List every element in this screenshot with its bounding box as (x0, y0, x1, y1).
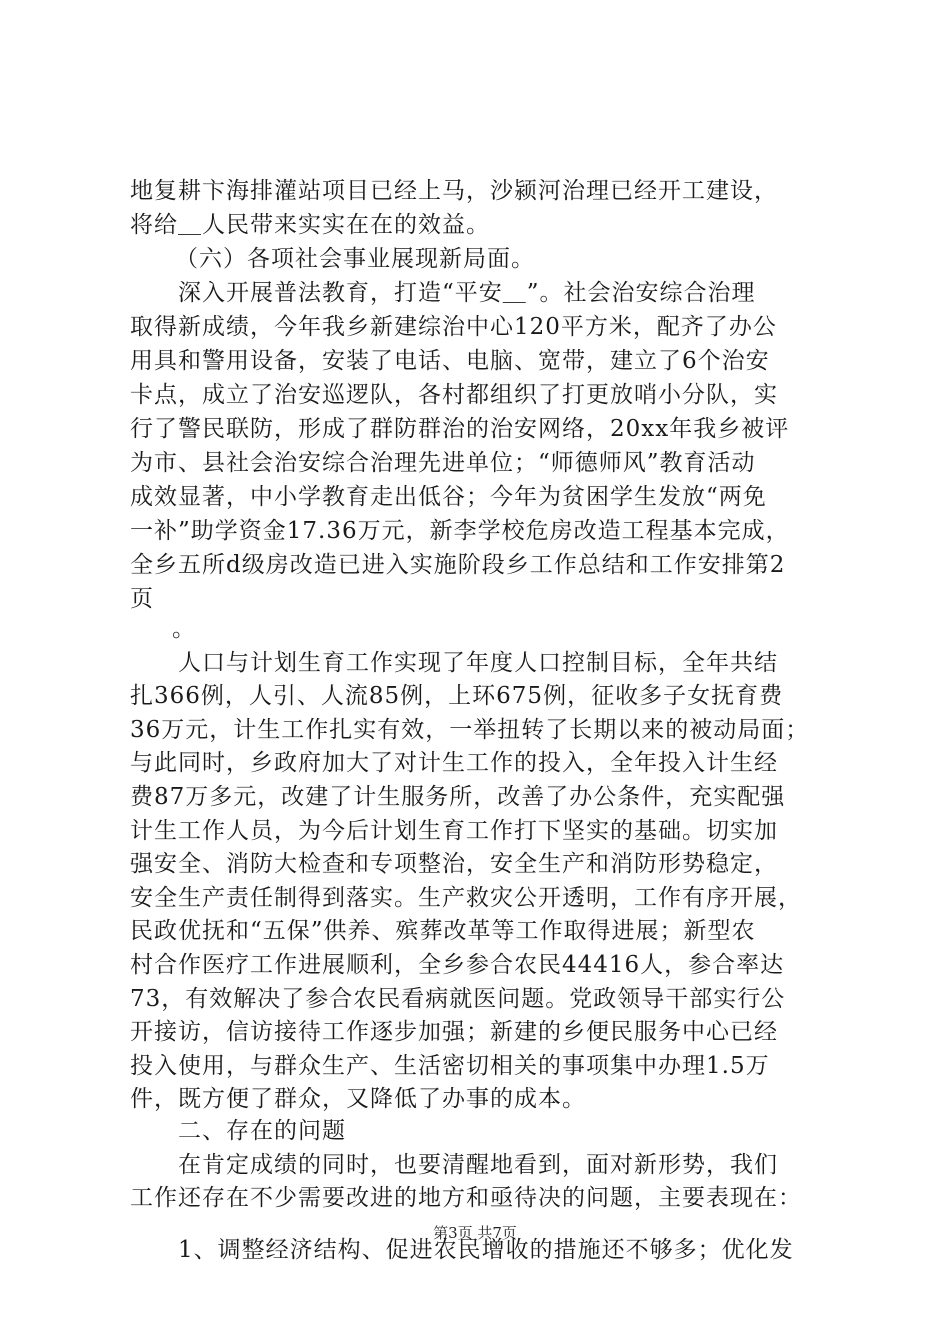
section-heading: （六）各项社会事业展现新局面。 (175, 246, 535, 272)
text-line: 件，既方便了群众，又降低了办事的成本。 (130, 1086, 586, 1113)
text-line: 费87万多元，改建了计生服务所，改善了办公条件，充实配强 (130, 784, 786, 810)
page-footer: 第3页 共7页 (433, 1224, 517, 1242)
section-heading: 二、存在的问题 (178, 1118, 346, 1144)
text-line: 深入开展普法教育，打造“平安＿”。社会治安综合治理 (178, 280, 756, 306)
text-line: 。 (172, 616, 196, 642)
text-line: 行了警民联防，形成了群防群治的治安网络，20xx年我乡被评 (130, 416, 790, 442)
text-line: 地复耕卞海排灌站项目已经上马，沙颍河治理已经开工建设， (130, 178, 778, 204)
text-line: 36万元，计生工作扎实有效，一举扭转了长期以来的被动局面； (130, 716, 810, 743)
text-line: 村合作医疗工作进展顺利，全乡参合农民44416人，参合率达 (130, 952, 785, 978)
text-line: 一补”助学资金17.36万元，新李学校危房改造工程基本完成， (130, 518, 790, 544)
text-line: 将给＿人民带来实实在在的效益。 (130, 212, 490, 238)
text-line: 页 (130, 586, 154, 612)
text-line: 全乡五所d级房改造已进入实施阶段乡工作总结和工作安排第2 (130, 552, 786, 578)
text-line: 人口与计划生育工作实现了年度人口控制目标，全年共结 (178, 649, 778, 676)
text-line: 扎366例，人引、人流85例，上环675例，征收多子女抚育费 (130, 683, 784, 710)
text-line: 开接访，信访接待工作逐步加强；新建的乡便民服务中心已经 (130, 1019, 778, 1046)
text-line: 工作还存在不少需要改进的地方和亟待决的问题，主要表现在： (130, 1185, 802, 1212)
text-line: 与此同时，乡政府加大了对计生工作的投入，全年投入计生经 (130, 750, 778, 777)
text-line: 73，有效解决了参合农民看病就医问题。党政领导干部实行公 (130, 985, 786, 1012)
text-line: 计生工作人员，为今后计划生育工作打下坚实的基础。切实加 (130, 817, 778, 844)
text-line: 取得新成绩，今年我乡新建综治中心120平方米，配齐了办公 (130, 314, 777, 340)
text-line: 用具和警用设备，安装了电话、电脑、宽带，建立了6个治安 (130, 348, 770, 374)
text-line: 投入使用，与群众生产、生活密切相关的事项集中办理1.5万 (130, 1052, 770, 1079)
text-line: 在肯定成绩的同时，也要清醒地看到，面对新形势，我们 (178, 1151, 778, 1178)
text-line: 成效显著，中小学教育走出低谷；今年为贫困学生发放“两免 (130, 484, 767, 510)
text-line: 安全生产责任制得到落实。生产救灾公开透明，工作有序开展， (130, 884, 802, 911)
text-line: 民政优抚和“五保”供养、殡葬改革等工作取得进展；新型农 (130, 918, 756, 945)
text-line: 卡点，成立了治安巡逻队，各村都组织了打更放哨小分队，实 (130, 382, 778, 408)
text-line: 强安全、消防大检查和专项整治，安全生产和消防形势稳定， (130, 851, 778, 878)
text-line: 为市、县社会治安综合治理先进单位；“师德师风”教育活动 (130, 450, 756, 476)
text-line: 1、调整经济结构、促进农民增收的措施还不够多；优化发 (178, 1236, 794, 1263)
